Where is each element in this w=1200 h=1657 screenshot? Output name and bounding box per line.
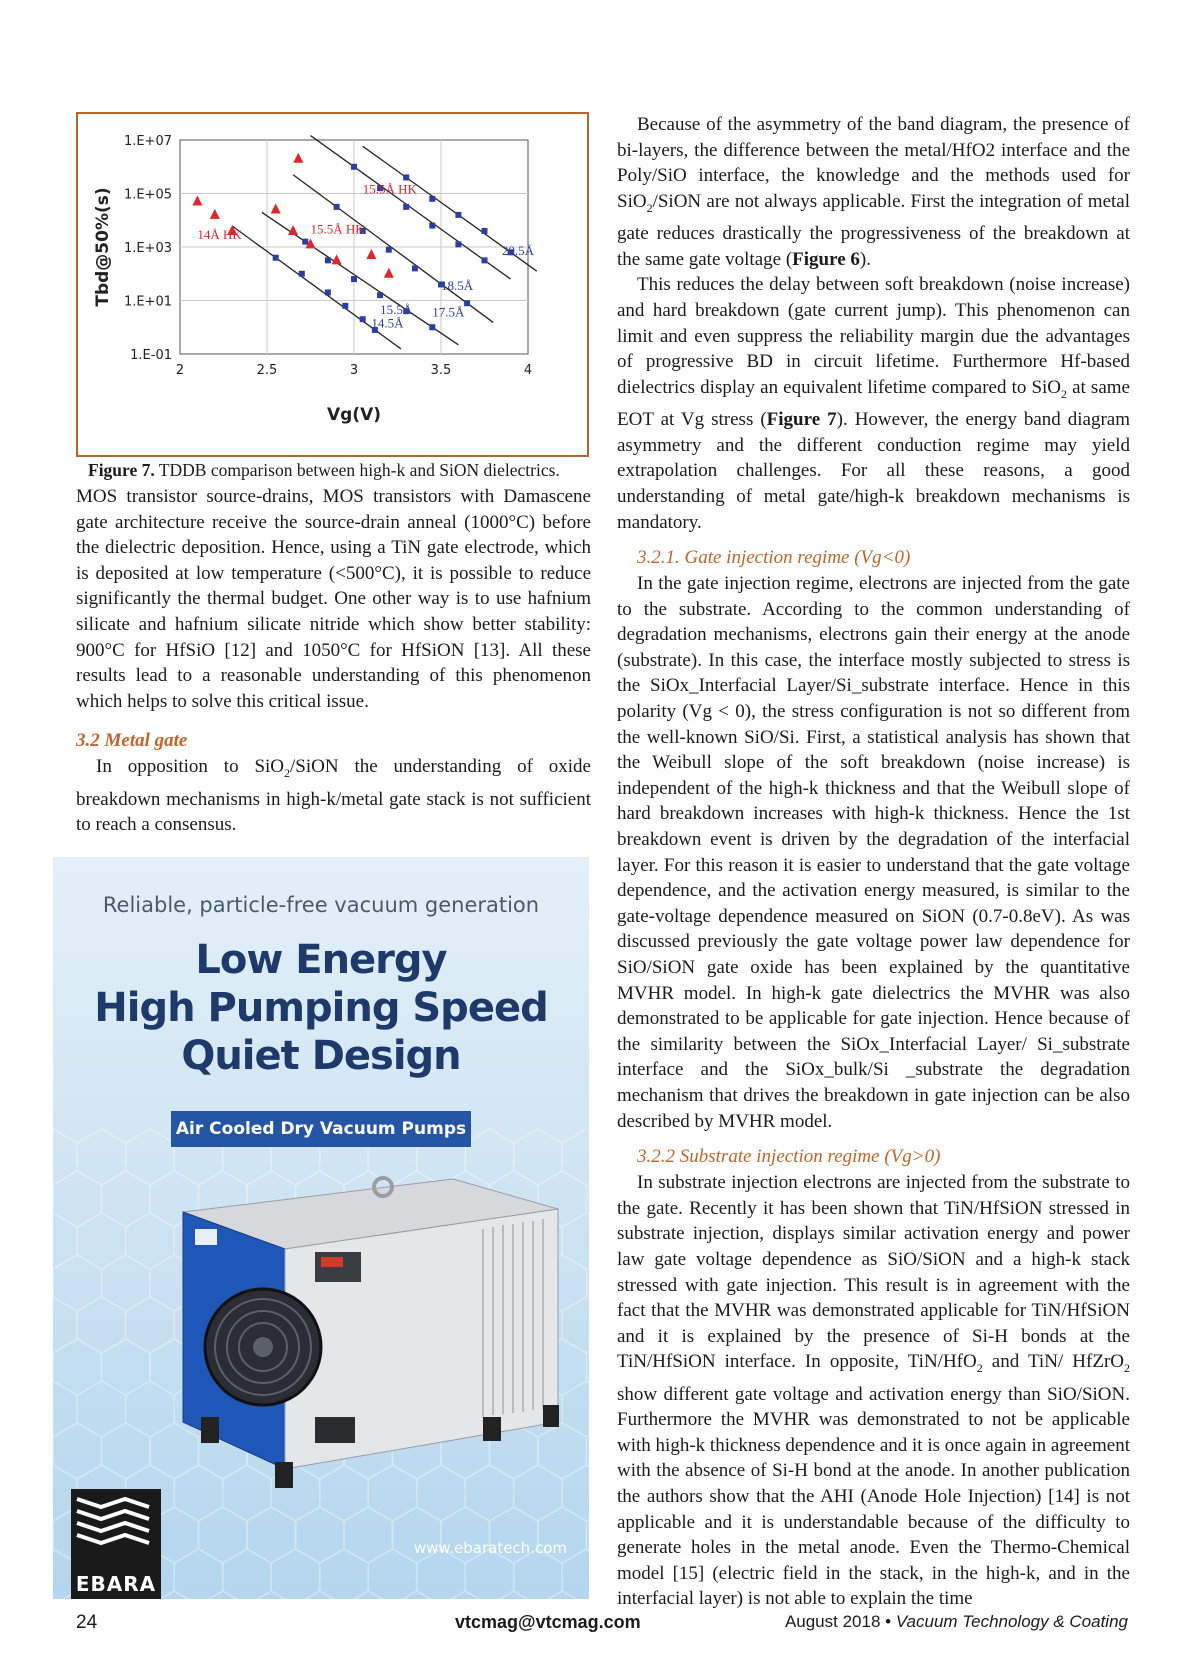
data-point-square — [482, 257, 488, 263]
ad-badge: Air Cooled Dry Vacuum Pumps — [171, 1111, 471, 1147]
paragraph-gate-injection: In the gate injection regime, electrons are injected from the gate to the substrate. According to the common understanding of degradation mechanisms, electrons gain their energy at the anode (substrate). In this case, the interface mostly subjected to stress is the SiOx_Interfacial Layer/Si_substrate interface. Hence in this polarity (Vg < 0), the stress configuration is not so different from the well-known SiO/Si. First, a statistical analysis has shown that the Weibull slope of the soft breakdown (noise increase) is independent of the high-k thickness and that the Weibull slope of hard breakdown increases with high-k thickness. Hence the 1st breakdown event is driven by the degradation of the interfacial layer. For this reason it is easier to understand that the gate voltage dependence, and the activation energy measured, is similar to the gate-voltage dependence measured on SiON (0.7-0.8eV). As was discussed previously the gate voltage power law dependence for SiO/SiON gate oxide has been explained by the quantitative MVHR model. In high-k gate dielectrics the MVHR was also demonstrated to be applicable for gate injection. Hence because of the similarity between the SiOx_Interfacial Layer/ Si_substrate interface and the SiOx_bulk/Si _substrate the degradation mechanism that drives the breakdown in gate injection can be also described by MVHR model. — [617, 573, 1130, 1132]
data-point-square — [360, 316, 366, 322]
chart-annotation: 17.5Å — [432, 304, 465, 320]
caption-text: TDDB comparison between high-k and SiON dielectrics. — [154, 460, 560, 480]
chart-annotation: 15.5Å HK — [362, 181, 417, 197]
section-heading-metal-gate: 3.2 Metal gate — [76, 730, 188, 752]
paragraph-metal-gate: In opposition to SiO$_2$/SiON the understanding of oxide breakdown mechanisms in high-k/metal gate stack is not sufficient to reach a consensus. — [76, 756, 591, 836]
x-tick-label: 2 — [175, 363, 185, 378]
data-point-square — [386, 247, 392, 253]
data-point-square — [377, 292, 383, 298]
y-tick-label: 1.E+07 — [123, 134, 172, 149]
data-point-square — [429, 223, 435, 229]
ad-tagline: Reliable, particle-free vacuum generation — [102, 893, 540, 917]
data-point-square — [334, 204, 340, 210]
paragraph-mos-transistor: MOS transistor source-drains, MOS transistors with Damascene gate architecture receive the source-drain anneal (1000°C) before the dielectric deposition. Hence, using a TiN gate electrode, which is deposited at low temperature (<500°C), it is possible to reduce significantly the thermal budget. One other way is to use hafnium silicate and hafnium silicate nitride which show better stability: 900°C for HfSiO [12] and 1050°C for HfSiON [13]. All these results lead to a reasonable understanding of this phenomenon which helps to solve this critical issue. — [76, 486, 591, 712]
data-point-square — [302, 239, 308, 245]
vacuum-pump-image — [53, 857, 589, 1599]
section-heading-substrate-injection: 3.2.2 Substrate injection regime (Vg>0) — [637, 1146, 941, 1168]
page-footer — [0, 1612, 1200, 1642]
figure-7-caption — [88, 458, 588, 482]
ad-brand: EBARA — [71, 1569, 161, 1599]
data-point-square — [351, 276, 357, 282]
chart-annotation: 20.5Å — [501, 243, 535, 259]
caption-label: Figure 7. — [88, 460, 155, 480]
data-point-square — [429, 196, 435, 202]
data-point-square — [403, 204, 409, 210]
data-point-square — [464, 300, 470, 306]
paragraph-substrate-injection: In substrate injection electrons are injected from the substrate to the gate. Recently it has been shown that TiN/HfSiON stressed in substrate injection, displays similar activation energy and power law gate voltage dependence as SiO/SiON and a high-k stack stressed with gate injection. This result is in agreement with the fact that the MVHR was demonstrated applicable for TiN/HfSiON and it is explained by the presence of Si-H bonds at the TiN/HfSiON interface. In opposite, TiN/HfO$_2$ and TiN/ HfZrO$_2$ show different gate voltage and activation energy than SiO/SiON. Furthermore the MVHR was demonstrated to not be applicable with high-k thickness dependence and it is once again in agreement with the absence of Si-H bond at the anode. In another publication the authors show that the AHI (Anode Hole Injection) [14] is not applicable and it is understandable because of the difficulty to generate holes in the metal anode. Even the Thermo-Chemical model [15] (electric field in the stack, in the high-k, and in the interfacial layer) is not able to explain the time — [617, 1172, 1130, 1610]
section-heading-gate-injection: 3.2.1. Gate injection regime (Vg<0) — [637, 547, 911, 569]
y-tick-label: 1.E-01 — [130, 348, 172, 363]
data-point-square — [351, 164, 357, 170]
chart-annotation: 18.5Å — [441, 277, 474, 293]
left-column-text — [76, 484, 591, 838]
ad-headline-2: High Pumping Speed — [94, 985, 548, 1031]
data-point-square — [273, 255, 279, 261]
ebara-advertisement[interactable] — [53, 857, 589, 1599]
data-point-square — [412, 265, 418, 271]
data-point-square — [455, 212, 461, 218]
data-point-square — [325, 257, 331, 263]
data-point-square — [403, 174, 409, 180]
data-point-square — [455, 241, 461, 247]
x-tick-label: 4 — [523, 363, 533, 378]
data-point-square — [325, 289, 331, 295]
y-axis-label: Tbd@50%(s) — [93, 187, 113, 307]
data-point-square — [299, 271, 305, 277]
ebara-logo-icon — [71, 1489, 161, 1573]
footer-publication: August 2018 • Vacuum Technology & Coating — [784, 1612, 1128, 1631]
data-point-square — [342, 303, 348, 309]
data-point-square — [482, 228, 488, 234]
figure-7-frame — [76, 112, 589, 457]
x-axis-label: Vg(V) — [326, 405, 382, 425]
y-tick-label: 1.E+05 — [123, 187, 172, 203]
x-tick-label: 2.5 — [256, 363, 278, 378]
chart-annotation: 14Å HK — [197, 226, 242, 242]
page-number: 24 — [76, 1612, 98, 1633]
x-tick-label: 3 — [349, 363, 359, 378]
y-tick-label: 1.E+01 — [123, 294, 172, 310]
paragraph-asymmetry: Because of the asymmetry of the band diagram, the presence of bi-layers, the difference between the metal/HfO2 interface and the Poly/SiO interface, the knowledge and the methods used for SiO$_2$/SiON are not always applicable. First the integration of metal gate reduces drastically the progressiveness of the breakdown at the same gate voltage (Figure 6). — [617, 114, 1130, 270]
x-tick-label: 3.5 — [430, 363, 452, 378]
footer-email-link[interactable]: vtcmag@vtcmag.com — [455, 1612, 641, 1632]
chart-annotation: 14.5Å — [371, 315, 404, 331]
chart-annotation: 15.5Å — [380, 301, 413, 317]
ad-headline-3: Quiet Design — [181, 1033, 461, 1079]
chart-annotation: 15.5Å HK — [310, 221, 365, 237]
paragraph-soft-breakdown: This reduces the delay between soft breakdown (noise increase) and hard breakdown (gate current jump). This phenomenon can limit and even suppress the reliability margin due the advantages of progressive BD in circuit lifetime. Furthermore Hf-based dielectrics display an equivalent lifetime compared to SiO$_2$ at same EOT at Vg stress (Figure 7). However, the energy band diagram asymmetry and the different conduction regime may yield extrapolation challenges. For all these reasons, a good understanding of metal gate/high-k breakdown mechanisms is mandatory. — [617, 274, 1131, 533]
ad-url-link[interactable]: www.ebaratech.com — [413, 1539, 567, 1557]
data-point-square — [429, 324, 435, 330]
ad-headline-1: Low Energy — [195, 937, 447, 983]
y-tick-label: 1.E+03 — [123, 241, 172, 256]
right-column-text — [617, 112, 1130, 1612]
tddb-chart — [78, 114, 587, 455]
